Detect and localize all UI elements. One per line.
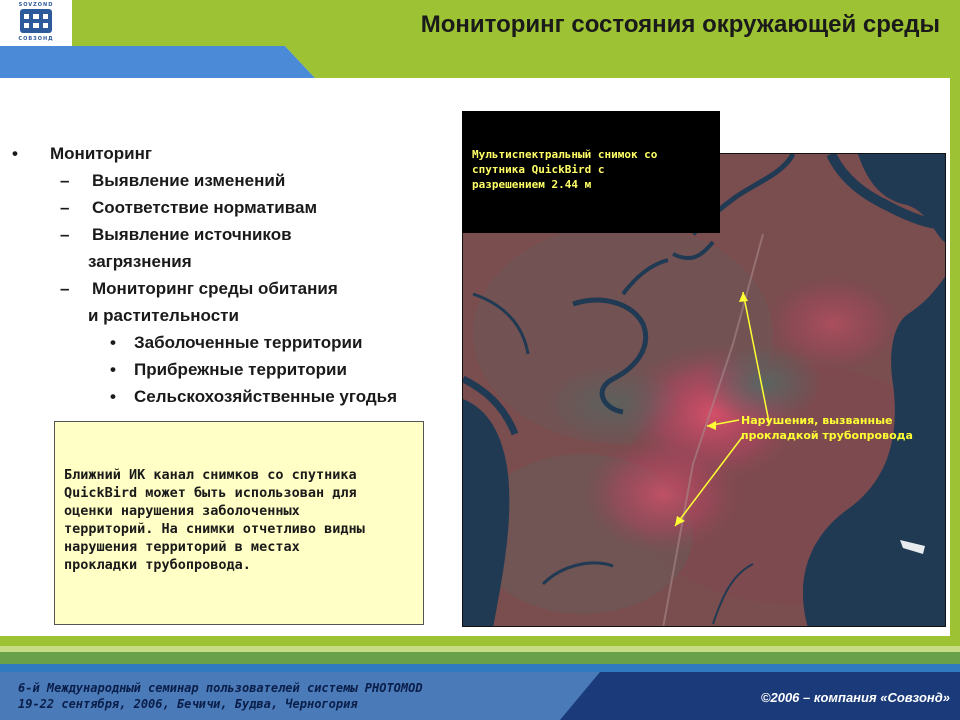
header-band xyxy=(0,46,960,78)
footer-seminar-info xyxy=(18,680,423,712)
image-caption: Мультиспектральный снимок со спутника QuickBird с разрешением 2.44 м xyxy=(472,148,658,191)
image-caption-box xyxy=(462,111,720,233)
right-edge-bar xyxy=(950,46,960,640)
page-title: Мониторинг состояния окружающей среды xyxy=(420,11,940,38)
logo-wordmark-top: SOVZOND xyxy=(18,2,54,8)
pipeline-annotation: Нарушения, вызванные прокладкой трубопровода xyxy=(741,414,913,442)
slide-header xyxy=(0,0,960,78)
globe-logo-icon xyxy=(20,9,52,33)
info-note-box xyxy=(54,421,424,625)
footer-seminar-title: 6-й Международный семинар пользователей системы PHOTOMOD xyxy=(18,681,423,695)
logo-wordmark-bottom: СОВЗОНД xyxy=(18,36,54,42)
footer-copyright: ©2006 – компания «Совзонд» xyxy=(760,690,950,705)
note-text: Ближний ИК канал снимков со спутника QuickBird может быть использован для оценки нарушения заболоченных территорий. На снимки отчетливо видны нарушения территорий в местах прокладки трубопровода. xyxy=(64,467,365,573)
company-logo xyxy=(0,0,72,46)
footer-seminar-dates: 19-22 сентября, 2006, Бечичи, Будва, Черногория xyxy=(18,697,358,711)
